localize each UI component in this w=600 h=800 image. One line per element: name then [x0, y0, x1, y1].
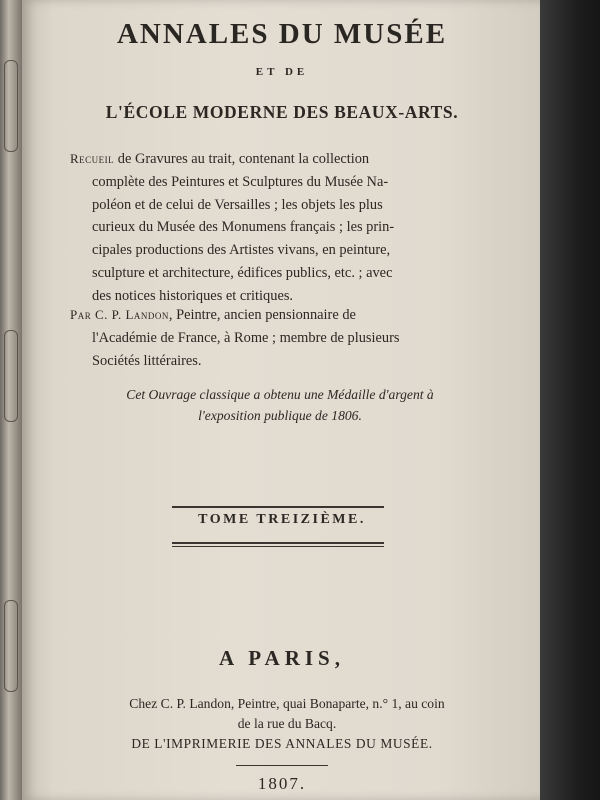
- author-name: C. P. Landon: [91, 307, 169, 322]
- spine-ornament: [4, 600, 18, 692]
- printer-line: DE L'IMPRIMERIE DES ANNALES DU MUSÉE.: [131, 736, 433, 751]
- volume-label: TOME TREIZIÈME.: [198, 512, 366, 527]
- description-line: curieux du Musée des Monumens français ; les prin-: [92, 219, 395, 236]
- author-lead: Par: [70, 307, 92, 322]
- author-line: Sociétés littéraires.: [92, 352, 202, 369]
- spine-ornament: [4, 330, 18, 422]
- publisher-line: de la rue du Bacq.: [237, 716, 337, 731]
- description-line: des notices historiques et critiques.: [92, 287, 294, 304]
- book-spine-left: [0, 0, 22, 800]
- publisher-line: Chez C. P. Landon, Peintre, quai Bonaparte, n.° 1, au coin: [129, 696, 445, 711]
- author-paragraph: [70, 304, 490, 372]
- medal-line: Cet Ouvrage classique a obtenu une Médaille d'argent à: [126, 387, 434, 402]
- divider: [172, 542, 384, 544]
- description-lead: Recueil: [70, 151, 115, 166]
- description-line: cipales productions des Artistes vivans, en peinture,: [92, 242, 391, 259]
- medal-note: [70, 384, 490, 426]
- title-page: [22, 0, 542, 800]
- background-surface: [540, 0, 600, 800]
- description-line: sculpture et architecture, édifices publics, etc. ; avec: [92, 264, 393, 281]
- page-subtitle: L'ÉCOLE MODERNE DES BEAUX-ARTS.: [105, 102, 459, 122]
- divider: [172, 546, 384, 547]
- title-connector: ET DE: [255, 66, 309, 78]
- description-line: poléon et de celui de Versailles ; les objets les plus: [92, 196, 383, 213]
- author-line: l'Académie de France, à Rome ; membre de plusieurs: [92, 329, 400, 346]
- imprint-city: A PARIS,: [219, 646, 345, 670]
- divider: [236, 765, 328, 766]
- publication-year: 1807.: [257, 774, 307, 793]
- divider: [172, 506, 384, 508]
- description-paragraph: [70, 148, 490, 308]
- description-line: complète des Peintures et Sculptures du Musée Na-: [92, 173, 389, 190]
- medal-line: l'exposition publique de 1806.: [198, 408, 362, 423]
- publisher-address: [52, 694, 522, 734]
- author-line: , Peintre, ancien pensionnaire de: [168, 307, 356, 323]
- description-line: de Gravures au trait, contenant la collection: [114, 151, 370, 167]
- spine-ornament: [4, 60, 18, 152]
- page-title: ANNALES DU MUSÉE: [116, 18, 448, 50]
